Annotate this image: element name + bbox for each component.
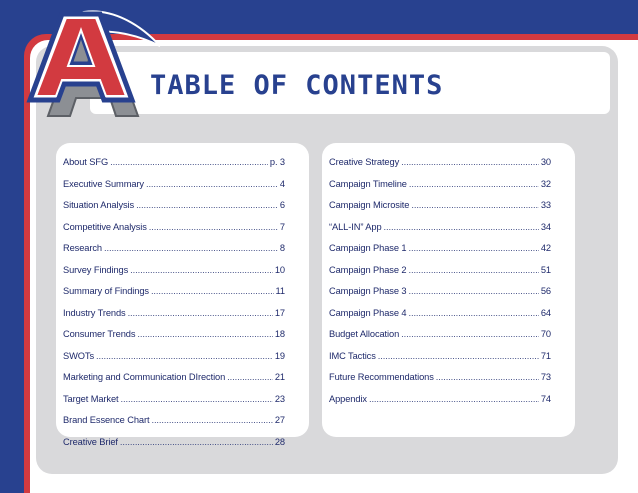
toc-entry-page: 6 — [279, 200, 285, 210]
toc-entry[interactable] — [63, 157, 285, 179]
toc-entry[interactable] — [63, 265, 285, 287]
a-logo-icon — [12, 8, 172, 120]
toc-entry-title: Campaign Microsite — [329, 200, 410, 210]
toc-entry[interactable] — [329, 157, 551, 179]
toc-entry-title: Consumer Trends — [63, 329, 136, 339]
toc-entry[interactable] — [63, 179, 285, 201]
toc-leader-dots — [110, 157, 268, 167]
toc-entry-title: Appendix — [329, 393, 367, 404]
toc-entry[interactable] — [63, 308, 285, 330]
toc-entry[interactable] — [63, 372, 285, 394]
toc-entry-page: 23 — [274, 393, 285, 404]
toc-entry-page: 56 — [540, 286, 551, 296]
toc-entry-title: Survey Findings — [63, 264, 129, 275]
toc-entry-page: 64 — [540, 307, 551, 318]
toc-entry-page: 30 — [540, 157, 551, 167]
toc-entry-title: Campaign Phase 3 — [329, 286, 407, 296]
toc-entry-page: 42 — [540, 243, 551, 253]
toc-entry[interactable] — [63, 351, 285, 373]
toc-entry-title: Campaign Phase 1 — [329, 243, 407, 253]
toc-entry-title: Competitive Analysis — [63, 221, 147, 232]
toc-entry[interactable] — [329, 179, 551, 201]
toc-entry-title: IMC Tactics — [329, 350, 376, 361]
toc-entry-page: 4 — [279, 178, 285, 189]
toc-entry[interactable] — [329, 372, 551, 394]
toc-entry-title: Target Market — [63, 393, 119, 404]
toc-entry-page: 74 — [540, 393, 551, 404]
toc-entry-title: Campaign Phase 2 — [329, 264, 407, 275]
toc-entry-page: 7 — [279, 221, 285, 232]
toc-leader-dots — [401, 329, 539, 339]
toc-leader-dots — [149, 222, 278, 232]
toc-entry-title: About SFG — [63, 157, 109, 167]
toc-entry[interactable] — [329, 394, 551, 416]
toc-entry[interactable] — [63, 286, 285, 308]
toc-leader-dots — [401, 157, 539, 167]
toc-panel-left — [56, 143, 309, 447]
toc-entry-title: Industry Trends — [63, 307, 126, 318]
toc-leader-dots — [121, 394, 273, 404]
toc-entry-page: 27 — [274, 415, 285, 425]
toc-entry-page: 33 — [540, 200, 551, 210]
toc-entry[interactable] — [63, 394, 285, 416]
toc-entry[interactable] — [63, 243, 285, 265]
toc-leader-dots — [136, 200, 278, 210]
toc-entry-title: Future Recommendations — [329, 372, 434, 382]
toc-entry-page: 10 — [274, 264, 285, 275]
toc-entry[interactable] — [63, 415, 285, 437]
toc-entry-page: 70 — [540, 329, 551, 339]
toc-entry-title: Research — [63, 243, 102, 253]
toc-entry-page: 28 — [274, 436, 285, 447]
toc-leader-dots — [146, 179, 278, 189]
toc-entry-title: “ALL-IN” App — [329, 221, 382, 232]
toc-entry-title: SWOTs — [63, 350, 95, 361]
toc-entry-page: 11 — [275, 286, 285, 296]
toc-entry[interactable] — [329, 200, 551, 222]
toc-leader-dots — [408, 308, 538, 318]
toc-leader-dots — [436, 372, 539, 382]
toc-leader-dots — [227, 372, 273, 382]
toc-entry-page: p. 3 — [269, 157, 285, 167]
toc-leader-dots — [96, 351, 273, 361]
toc-leader-dots — [408, 243, 538, 253]
toc-entry[interactable] — [63, 437, 285, 459]
toc-leader-dots — [151, 286, 274, 296]
page-title: TABLE OF CONTENTS — [150, 70, 444, 101]
toc-leader-dots — [408, 286, 538, 296]
toc-leader-dots — [137, 329, 272, 339]
toc-entry[interactable] — [329, 351, 551, 373]
toc-entry[interactable] — [329, 329, 551, 351]
toc-entry-title: Campaign Phase 4 — [329, 307, 407, 318]
toc-entry-page: 19 — [274, 350, 285, 361]
toc-entry-page: 18 — [274, 329, 285, 339]
toc-list-left — [63, 157, 285, 458]
toc-list-right — [329, 157, 551, 415]
toc-panel-right — [322, 143, 575, 437]
toc-entry-page: 32 — [540, 178, 551, 189]
toc-entry-title: Campaign Timeline — [329, 178, 407, 189]
toc-entry-title: Executive Summary — [63, 178, 144, 189]
toc-entry[interactable] — [329, 222, 551, 244]
toc-entry[interactable] — [329, 265, 551, 287]
toc-entry-page: 17 — [274, 307, 285, 318]
toc-entry[interactable] — [329, 243, 551, 265]
toc-entry-page: 73 — [540, 372, 551, 382]
toc-leader-dots — [120, 437, 273, 447]
toc-leader-dots — [378, 351, 539, 361]
toc-entry[interactable] — [329, 286, 551, 308]
toc-entry-page: 34 — [540, 221, 551, 232]
toc-leader-dots — [128, 308, 273, 318]
toc-entry[interactable] — [329, 308, 551, 330]
toc-leader-dots — [369, 394, 539, 404]
toc-entry-title: Summary of Findings — [63, 286, 149, 296]
toc-leader-dots — [384, 222, 539, 232]
toc-entry-title: Situation Analysis — [63, 200, 135, 210]
toc-entry[interactable] — [63, 222, 285, 244]
toc-entry-page: 21 — [274, 372, 285, 382]
toc-entry-title: Creative Brief — [63, 436, 118, 447]
toc-entry[interactable] — [63, 329, 285, 351]
toc-entry-page: 51 — [540, 264, 551, 275]
toc-entry-page: 8 — [279, 243, 285, 253]
toc-entry-title: Budget Allocation — [329, 329, 400, 339]
toc-entry-title: Creative Strategy — [329, 157, 400, 167]
toc-leader-dots — [151, 415, 272, 425]
toc-leader-dots — [409, 179, 539, 189]
toc-entry-title: Brand Essence Chart — [63, 415, 150, 425]
toc-leader-dots — [104, 243, 278, 253]
toc-entry-page: 71 — [540, 350, 551, 361]
toc-entry-title: Marketing and Communication DIrection — [63, 372, 226, 382]
toc-leader-dots — [130, 265, 273, 275]
toc-leader-dots — [411, 200, 538, 210]
toc-leader-dots — [408, 265, 538, 275]
toc-entry[interactable] — [63, 200, 285, 222]
